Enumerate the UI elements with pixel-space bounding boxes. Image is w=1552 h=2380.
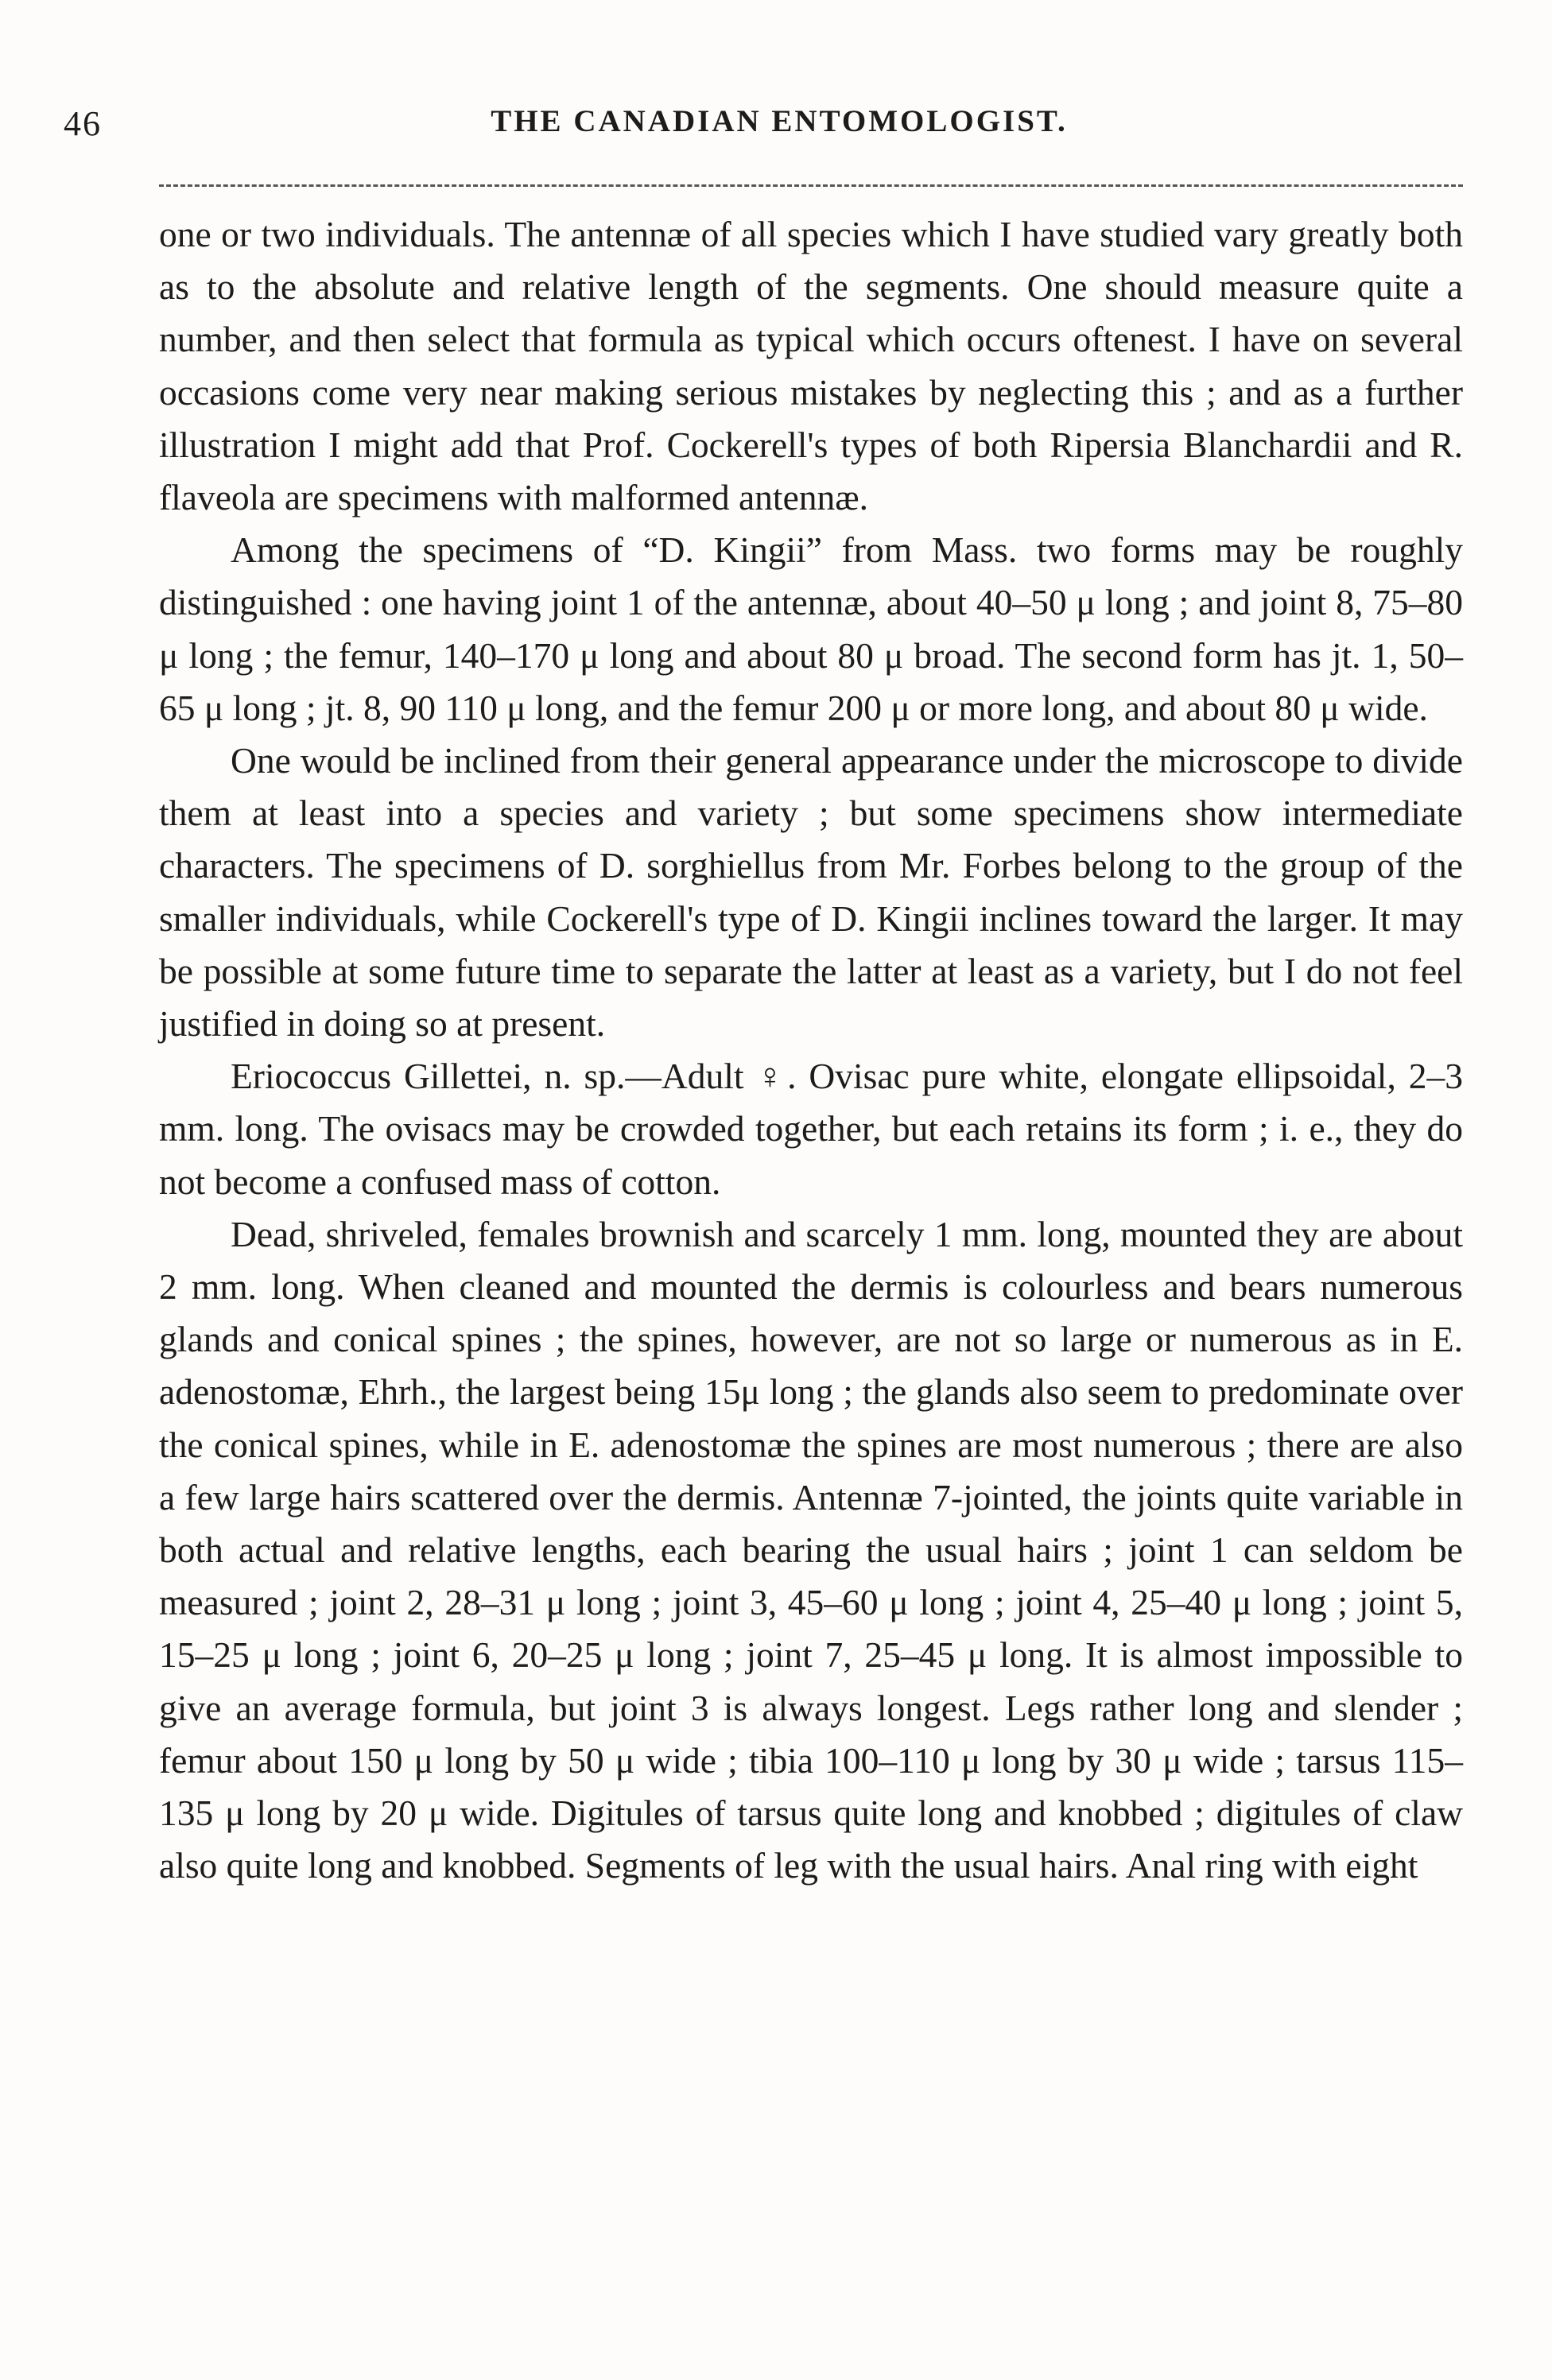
paragraph: one or two individuals. The antennæ of all species which I have studied vary greatly both as to the absolute and relative length of the segments. One should measure quite a number, and then select that formula as typical which occurs oftenest. I have on several occasions come very near making serious mistakes by neglecting this ; and as a further illustration I might add that Prof. Cockerell's types of both Ripersia Blanchardii and R. flaveola are specimens with malformed antennæ. xyxy=(159,214,1463,518)
paragraph: Eriococcus Gillettei, n. sp.—Adult ♀. Ovisac pure white, elongate ellipsoidal, 2–3 mm. long. The ovisacs may be crowded together, but each retains its form ; i. e., they do not become a confused mass of cotton. xyxy=(159,1056,1463,1202)
page-header xyxy=(64,103,1495,151)
paragraph: Among the specimens of “D. Kingii” from Mass. two forms may be roughly distinguished : one having joint 1 of the antennæ, about 40–50 μ long ; and joint 8, 75–80 μ long ; the femur, 140–170 μ long and about 80 μ broad. The second form has jt. 1, 50–65 μ long ; jt. 8, 90 110 μ long, and the femur 200 μ or more long, and about 80 μ wide. xyxy=(159,529,1463,728)
running-head: THE CANADIAN ENTOMOLOGIST. xyxy=(491,104,1068,138)
body-text xyxy=(159,208,1463,1893)
header-rule xyxy=(159,184,1463,187)
page-number: 46 xyxy=(64,104,102,143)
paragraph: Dead, shriveled, females brownish and scarcely 1 mm. long, mounted they are about 2 mm. long. When cleaned and mounted the dermis is colourless and bears numerous glands and conical spines ; the spines, however, are not so large or numerous as in E. adenostomæ, Ehrh., the largest being 15μ long ; the glands also seem to predominate over the conical spines, while in E. adenostomæ the spines are most numerous ; there are also a few large hairs scattered over the dermis. Antennæ 7-jointed, the joints quite variable in both actual and relative lengths, each bearing the usual hairs ; joint 1 can seldom be measured ; joint 2, 28–31 μ long ; joint 3, 45–60 μ long ; joint 4, 25–40 μ long ; joint 5, 15–25 μ long ; joint 6, 20–25 μ long ; joint 7, 25–45 μ long. It is almost impossible to give an average formula, but joint 3 is always longest. Legs rather long and slender ; femur about 150 μ long by 50 μ wide ; tibia 100–110 μ long by 30 μ wide ; tarsus 115–135 μ long by 20 μ wide. Digitules of tarsus quite long and knobbed ; digitules of claw also quite long and knobbed. Segments of leg with the usual hairs. Anal ring with eight xyxy=(159,1213,1463,1886)
paragraph: One would be inclined from their general appearance under the microscope to divide them at least into a species and variety ; but some specimens show intermediate characters. The specimens of D. sorghiellus from Mr. Forbes belong to the group of the smaller individuals, while Cockerell's type of D. Kingii inclines toward the larger. It may be possible at some future time to separate the latter at least as a variety, but I do not feel justified in doing so at present. xyxy=(159,740,1463,1045)
